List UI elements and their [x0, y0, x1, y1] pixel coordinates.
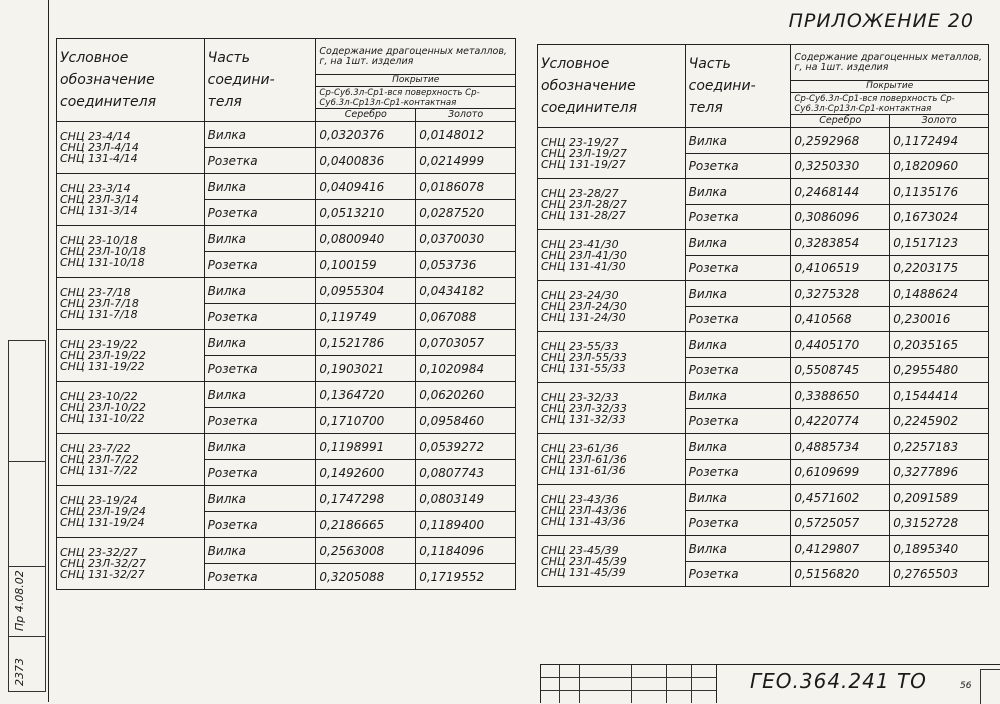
left-margin-line: [48, 0, 49, 702]
part-plug: Вилка: [204, 434, 316, 460]
col-header-content: Содержание драгоценных металлов, г, на 1шт. изделия: [316, 39, 516, 75]
silver-value: 0,3250330: [791, 154, 890, 179]
silver-value: 0,4106519: [791, 256, 890, 281]
part-socket: Розетка: [204, 460, 316, 486]
precious-metals-table-left: [56, 38, 516, 590]
table-row: [57, 122, 516, 148]
grid-line: [541, 677, 716, 678]
sheet-box: [980, 669, 1000, 704]
silver-value: 0,2468144: [791, 179, 890, 205]
gold-value: 0,2091589: [890, 485, 989, 511]
col-header-connector: Условное обозначение соединителя: [57, 39, 205, 122]
gold-value: 0,2257183: [890, 434, 989, 460]
silver-value: 0,6109699: [791, 460, 890, 485]
connector-designation: СНЦ 23-10/22 СНЦ 23Л-10/22 СНЦ 131-10/22: [57, 382, 205, 434]
part-plug: Вилка: [685, 536, 791, 562]
silver-value: 0,3275328: [791, 281, 890, 307]
silver-value: 0,3388650: [791, 383, 890, 409]
part-socket: Розетка: [685, 256, 791, 281]
silver-value: 0,2592968: [791, 128, 890, 154]
gold-value: 0,1020984: [416, 356, 516, 382]
part-socket: Розетка: [685, 205, 791, 230]
table-row: [538, 536, 989, 562]
silver-value: 0,1364720: [316, 382, 416, 408]
silver-value: 0,4885734: [791, 434, 890, 460]
connector-designation: СНЦ 23-3/14 СНЦ 23Л-3/14 СНЦ 131-3/14: [57, 174, 205, 226]
part-plug: Вилка: [685, 434, 791, 460]
gold-value: 0,1184096: [416, 538, 516, 564]
silver-value: 0,3086096: [791, 205, 890, 230]
silver-value: 0,4220774: [791, 409, 890, 434]
connector-designation: СНЦ 23-41/30 СНЦ 23Л-41/30 СНЦ 131-41/30: [538, 230, 686, 281]
gold-value: 0,2955480: [890, 358, 989, 383]
part-socket: Розетка: [204, 408, 316, 434]
col-header-coating: Покрытие: [791, 81, 989, 93]
table-row: [538, 281, 989, 307]
table-body-right: [538, 128, 989, 587]
gold-value: 0,1895340: [890, 536, 989, 562]
part-plug: Вилка: [685, 128, 791, 154]
part-plug: Вилка: [204, 278, 316, 304]
col-header-coating-spec: Ср-Су6.3л-Ср1-вся поверхность Ср-Су6.3л-Ср13л-Ср1-контактная: [791, 93, 989, 115]
silver-value: 0,3205088: [316, 564, 416, 590]
silver-value: 0,0409416: [316, 174, 416, 200]
gold-value: 0,067088: [416, 304, 516, 330]
part-plug: Вилка: [685, 179, 791, 205]
col-header-gold: Золото: [416, 109, 516, 122]
silver-value: 0,5156820: [791, 562, 890, 587]
gold-value: 0,1820960: [890, 154, 989, 179]
margin-stamp: [8, 340, 46, 692]
silver-value: 0,0320376: [316, 122, 416, 148]
table-row: [538, 434, 989, 460]
silver-value: 0,0800940: [316, 226, 416, 252]
connector-designation: СНЦ 23-19/27 СНЦ 23Л-19/27 СНЦ 131-19/27: [538, 128, 686, 179]
part-socket: Розетка: [204, 564, 316, 590]
silver-value: 0,4571602: [791, 485, 890, 511]
col-header-part: Часть соедини- теля: [685, 45, 791, 128]
gold-value: 0,1172494: [890, 128, 989, 154]
silver-value: 0,2563008: [316, 538, 416, 564]
part-plug: Вилка: [204, 122, 316, 148]
part-plug: Вилка: [204, 486, 316, 512]
connector-designation: СНЦ 23-7/18 СНЦ 23Л-7/18 СНЦ 131-7/18: [57, 278, 205, 330]
silver-value: 0,0400836: [316, 148, 416, 174]
silver-value: 0,1492600: [316, 460, 416, 486]
part-plug: Вилка: [685, 485, 791, 511]
connector-designation: СНЦ 23-7/22 СНЦ 23Л-7/22 СНЦ 131-7/22: [57, 434, 205, 486]
gold-value: 0,3277896: [890, 460, 989, 485]
connector-designation: СНЦ 23-45/39 СНЦ 23Л-45/39 СНЦ 131-45/39: [538, 536, 686, 587]
silver-value: 0,1198991: [316, 434, 416, 460]
grid-line: [666, 665, 667, 703]
part-plug: Вилка: [204, 174, 316, 200]
part-plug: Вилка: [204, 538, 316, 564]
gold-value: 0,0214999: [416, 148, 516, 174]
stamp-divider: [9, 636, 45, 637]
part-socket: Розетка: [204, 200, 316, 226]
table-row: [538, 332, 989, 358]
part-plug: Вилка: [685, 332, 791, 358]
part-plug: Вилка: [204, 226, 316, 252]
col-header-silver: Серебро: [791, 115, 890, 128]
gold-value: 0,1189400: [416, 512, 516, 538]
part-socket: Розетка: [685, 511, 791, 536]
document-number: ГЕО.364.241 ТО: [750, 669, 927, 693]
part-socket: Розетка: [685, 154, 791, 179]
gold-value: 0,1719552: [416, 564, 516, 590]
part-plug: Вилка: [204, 382, 316, 408]
signature-date: Пр 4.08.02: [13, 570, 26, 631]
gold-value: 0,1135176: [890, 179, 989, 205]
gold-value: 0,3152728: [890, 511, 989, 536]
connector-designation: СНЦ 23-10/18 СНЦ 23Л-10/18 СНЦ 131-10/18: [57, 226, 205, 278]
connector-designation: СНЦ 23-24/30 СНЦ 23Л-24/30 СНЦ 131-24/30: [538, 281, 686, 332]
silver-value: 0,0955304: [316, 278, 416, 304]
silver-value: 0,5725057: [791, 511, 890, 536]
stamp-divider: [9, 566, 45, 567]
part-socket: Розетка: [685, 460, 791, 485]
precious-metals-table-right: [537, 44, 989, 587]
connector-designation: СНЦ 23-55/33 СНЦ 23Л-55/33 СНЦ 131-55/33: [538, 332, 686, 383]
gold-value: 0,0803149: [416, 486, 516, 512]
silver-value: 0,1747298: [316, 486, 416, 512]
col-header-connector: Условное обозначение соединителя: [538, 45, 686, 128]
part-plug: Вилка: [685, 281, 791, 307]
part-plug: Вилка: [685, 383, 791, 409]
connector-designation: СНЦ 23-19/24 СНЦ 23Л-19/24 СНЦ 131-19/24: [57, 486, 205, 538]
grid-line: [691, 665, 692, 703]
table-row: [538, 128, 989, 154]
part-socket: Розетка: [204, 252, 316, 278]
appendix-title: ПРИЛОЖЕНИЕ 20: [788, 10, 974, 32]
gold-value: 0,1544414: [890, 383, 989, 409]
gold-value: 0,0434182: [416, 278, 516, 304]
grid-line: [631, 665, 632, 703]
gold-value: 0,1517123: [890, 230, 989, 256]
gold-value: 0,2765503: [890, 562, 989, 587]
col-header-coating: Покрытие: [316, 75, 516, 87]
part-socket: Розетка: [204, 512, 316, 538]
silver-value: 0,0513210: [316, 200, 416, 226]
grid-line: [579, 665, 580, 703]
gold-value: 0,0370030: [416, 226, 516, 252]
connector-designation: СНЦ 23-32/27 СНЦ 23Л-32/27 СНЦ 131-32/27: [57, 538, 205, 590]
connector-designation: СНЦ 23-28/27 СНЦ 23Л-28/27 СНЦ 131-28/27: [538, 179, 686, 230]
part-socket: Розетка: [685, 358, 791, 383]
gold-value: 0,2245902: [890, 409, 989, 434]
connector-designation: СНЦ 23-19/22 СНЦ 23Л-19/22 СНЦ 131-19/22: [57, 330, 205, 382]
table-row: [57, 278, 516, 304]
silver-value: 0,4129807: [791, 536, 890, 562]
gold-value: 0,2035165: [890, 332, 989, 358]
part-socket: Розетка: [685, 409, 791, 434]
gold-value: 0,0807743: [416, 460, 516, 486]
table-row: [57, 330, 516, 356]
col-header-gold: Золото: [890, 115, 989, 128]
table-row: [538, 230, 989, 256]
gold-value: 0,0539272: [416, 434, 516, 460]
silver-value: 0,410568: [791, 307, 890, 332]
gold-value: 0,1673024: [890, 205, 989, 230]
table-row: [57, 174, 516, 200]
gold-value: 0,0186078: [416, 174, 516, 200]
col-header-coating-spec: Ср-Су6.3л-Ср1-вся поверхность Ср-Су6.3л-Ср13л-Ср1-контактная: [316, 87, 516, 109]
col-header-part: Часть соедини- теля: [204, 39, 316, 122]
table-row: [57, 382, 516, 408]
table-row: [57, 486, 516, 512]
part-socket: Розетка: [204, 148, 316, 174]
silver-value: 0,100159: [316, 252, 416, 278]
table-row: [538, 179, 989, 205]
grid-line: [541, 690, 716, 691]
table-row: [57, 538, 516, 564]
sheet-number: 56: [960, 681, 972, 691]
silver-value: 0,1521786: [316, 330, 416, 356]
table-row: [538, 485, 989, 511]
part-socket: Розетка: [685, 307, 791, 332]
gold-value: 0,0148012: [416, 122, 516, 148]
silver-value: 0,4405170: [791, 332, 890, 358]
table-body-left: [57, 122, 516, 590]
grid-line: [559, 665, 560, 703]
part-plug: Вилка: [204, 330, 316, 356]
col-header-content: Содержание драгоценных металлов, г, на 1шт. изделия: [791, 45, 989, 81]
table-row: [57, 226, 516, 252]
inventory-number: 2373: [13, 658, 26, 686]
part-plug: Вилка: [685, 230, 791, 256]
part-socket: Розетка: [204, 304, 316, 330]
connector-designation: СНЦ 23-4/14 СНЦ 23Л-4/14 СНЦ 131-4/14: [57, 122, 205, 174]
gold-value: 0,0287520: [416, 200, 516, 226]
connector-designation: СНЦ 23-61/36 СНЦ 23Л-61/36 СНЦ 131-61/36: [538, 434, 686, 485]
gold-value: 0,0958460: [416, 408, 516, 434]
part-socket: Розетка: [204, 356, 316, 382]
gold-value: 0,2203175: [890, 256, 989, 281]
gold-value: 0,053736: [416, 252, 516, 278]
gold-value: 0,1488624: [890, 281, 989, 307]
revision-grid: [540, 665, 717, 703]
col-header-silver: Серебро: [316, 109, 416, 122]
table-row: [538, 383, 989, 409]
title-block: [540, 664, 1000, 703]
table-row: [57, 434, 516, 460]
gold-value: 0,0703057: [416, 330, 516, 356]
silver-value: 0,1903021: [316, 356, 416, 382]
part-socket: Розетка: [685, 562, 791, 587]
silver-value: 0,3283854: [791, 230, 890, 256]
silver-value: 0,119749: [316, 304, 416, 330]
gold-value: 0,230016: [890, 307, 989, 332]
silver-value: 0,2186665: [316, 512, 416, 538]
connector-designation: СНЦ 23-43/36 СНЦ 23Л-43/36 СНЦ 131-43/36: [538, 485, 686, 536]
stamp-divider: [9, 461, 45, 462]
connector-designation: СНЦ 23-32/33 СНЦ 23Л-32/33 СНЦ 131-32/33: [538, 383, 686, 434]
gold-value: 0,0620260: [416, 382, 516, 408]
silver-value: 0,5508745: [791, 358, 890, 383]
silver-value: 0,1710700: [316, 408, 416, 434]
